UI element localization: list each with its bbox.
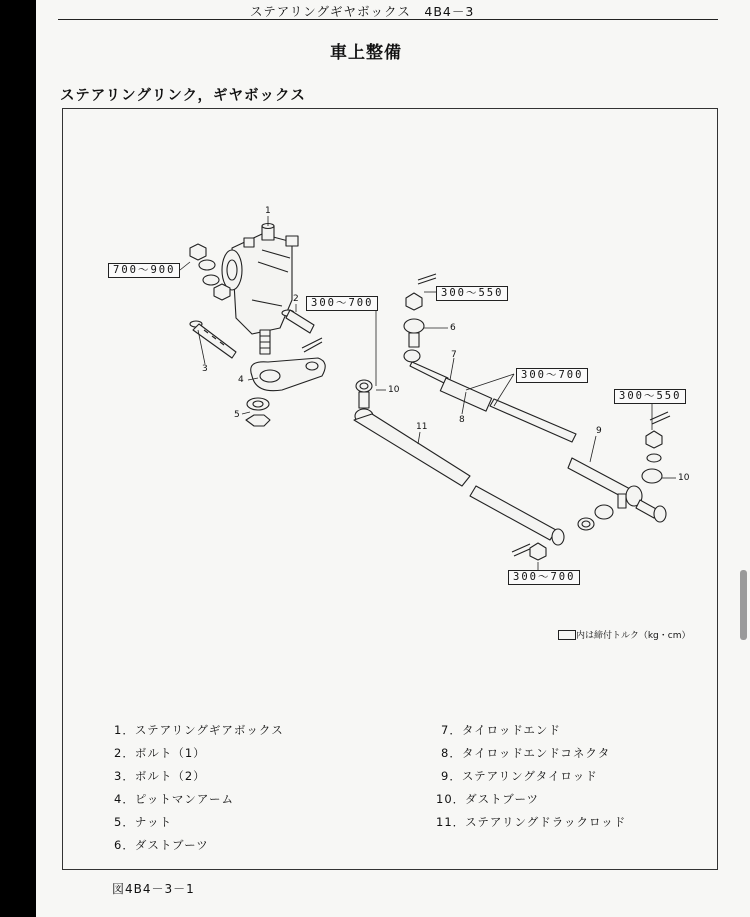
steering-gear-box-drawing bbox=[222, 224, 298, 355]
bolt-2-drawing bbox=[190, 321, 236, 358]
bolt-1-drawing bbox=[282, 310, 314, 333]
torque-label-tie-rod-end-right: 300～550 bbox=[614, 389, 686, 404]
callout-11: 11 bbox=[416, 422, 428, 432]
legend-swatch bbox=[558, 630, 576, 640]
callout-5: 5 bbox=[234, 410, 240, 420]
legend-text: 内は締付トルク（kg・cm） bbox=[576, 631, 691, 641]
torque-label-gearbox: 700～900 bbox=[108, 263, 180, 278]
torque-label-drag-rod: 300～700 bbox=[508, 570, 580, 585]
callout-6: 6 bbox=[450, 323, 456, 333]
callout-10-left: 10 bbox=[388, 385, 400, 395]
pitman-arm-drawing bbox=[251, 358, 325, 391]
parts-list-item: 4．ピットマンアーム bbox=[114, 792, 235, 806]
callout-3: 3 bbox=[202, 364, 208, 374]
figure-caption: 図4B4－3－1 bbox=[112, 882, 195, 896]
page-title: 車上整備 bbox=[330, 43, 402, 63]
callout-2: 2 bbox=[293, 294, 299, 304]
parts-list-item: 11．ステアリングドラックロッド bbox=[436, 815, 627, 829]
parts-list-item: 9．ステアリングタイロッド bbox=[441, 769, 598, 783]
parts-list-item: 5．ナット bbox=[114, 815, 173, 829]
tie-rod-end-connector-drawing bbox=[440, 378, 491, 411]
parts-list-item: 3．ボルト（2） bbox=[114, 769, 206, 783]
torque-label-pitman: 300～700 bbox=[306, 296, 378, 311]
parts-list-item: 7．タイロッドエンド bbox=[441, 723, 561, 737]
callout-1: 1 bbox=[265, 206, 271, 216]
scroll-indicator bbox=[740, 570, 747, 640]
drag-rod-drawing bbox=[354, 380, 564, 560]
callout-9: 9 bbox=[596, 426, 602, 436]
parts-list-item: 8．タイロッドエンドコネクタ bbox=[441, 746, 611, 760]
callout-4: 4 bbox=[238, 375, 244, 385]
callout-7: 7 bbox=[451, 350, 457, 360]
section-heading: ステアリングリンク，ギヤボックス bbox=[60, 88, 306, 104]
callout-10-right: 10 bbox=[678, 473, 690, 483]
torque-label-connector: 300～700 bbox=[516, 368, 588, 383]
parts-list-item: 6．ダストブーツ bbox=[114, 838, 209, 852]
parts-list-item: 2．ボルト（1） bbox=[114, 746, 206, 760]
callout-8: 8 bbox=[459, 415, 465, 425]
parts-list-item: 10．ダストブーツ bbox=[436, 792, 539, 806]
running-header: ステアリングギヤボックス 4B4－3 bbox=[250, 4, 475, 19]
torque-label-tie-rod-end-upper: 300～550 bbox=[436, 286, 508, 301]
parts-list-item: 1．ステアリングギアボックス bbox=[114, 723, 284, 737]
